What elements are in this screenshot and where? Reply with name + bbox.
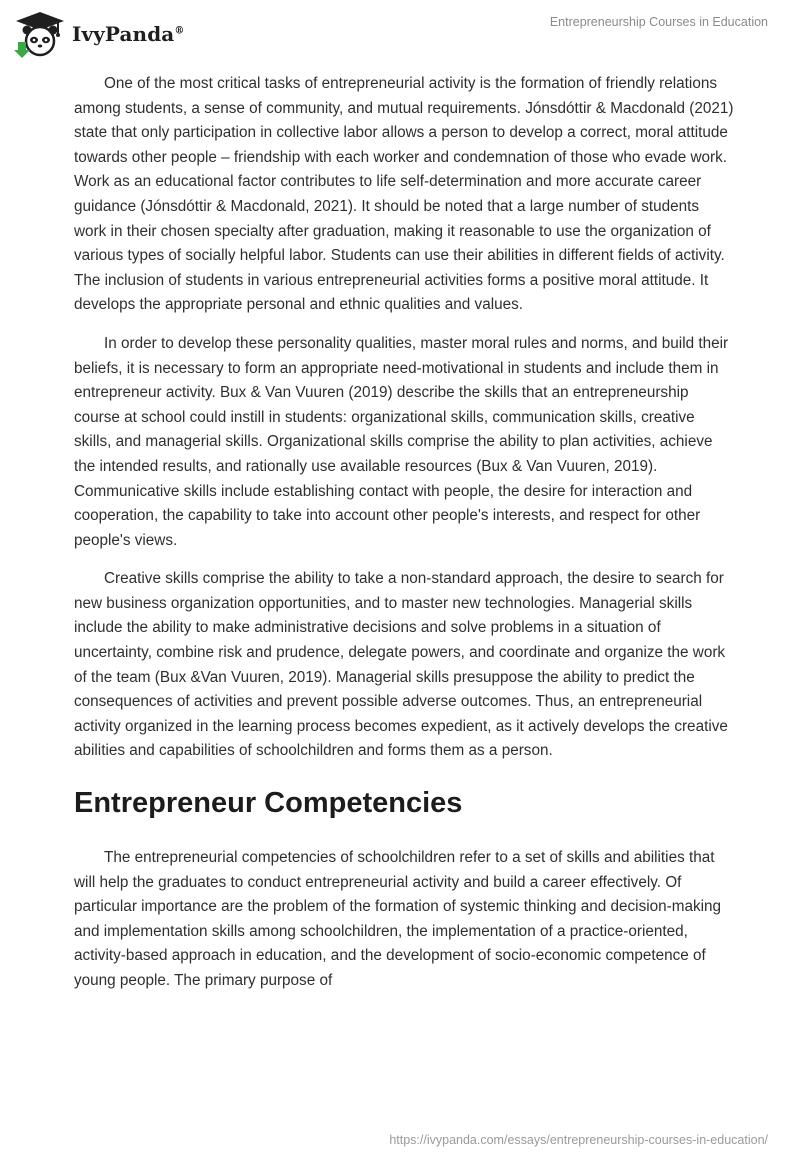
page-header — [0, 0, 800, 64]
paragraph-1: One of the most critical tasks of entrepreneurial activity is the formation of friendly relations among students, a sense of community, and mutual requirements. Jónsdóttir & Macdonald (2021) state that only participation in collective labor allows a person to develop a correct, moral attitude towards other people – friendship with each worker and condemnation of those who evade work. Work as an educational factor contributes to life self-determination and more accurate career guidance (Jónsdóttir & Macdonald, 2021). It should be noted that a large number of students work in their chosen specialty after graduation, making it reasonable to use the organization of various types of socially helpful labor. Students can use their abilities in different fields of activity. The inclusion of students in various entrepreneurial activities forms a positive moral attitude. It develops the appropriate personal and ethnic qualities and values. — [74, 75, 734, 314]
panda-graduation-icon — [14, 10, 66, 58]
document-title: Entrepreneurship Courses in Education — [549, 15, 768, 29]
footer-url[interactable]: https://ivypanda.com/essays/entrepreneurship-courses-in-education/ — [389, 1133, 768, 1147]
paragraph-2: In order to develop these personality qualities, master moral rules and norms, and build their beliefs, it is necessary to form an appropriate need-motivational in students and include them in entrepreneur activity. Bux & Van Vuuren (2019) describe the skills that an entrepreneurship course at school could instill in students: organizational skills, communication skills, creative skills, and managerial skills. Organizational skills comprise the ability to plan activities, achieve the intended results, and rationally use available resources (Bux & Van Vuuren, 2019). Communicative skills include establishing contact with people, the desire for interaction and cooperation, the capability to take into account other people's interests, and respect for other people's views. — [74, 334, 729, 549]
essay-content — [74, 72, 734, 1008]
paragraph-4: The entrepreneurial competencies of schoolchildren refer to a set of skills and abilities that will help the graduates to conduct entrepreneurial activity and build a career effectively. Of particular importance are the problem of the formation of systemic thinking and decision-making and implementation skills among schoolchildren, the implementation of a practice-oriented, activity-based approach in education, and the development of socio-economic competence of young people. The primary purpose of — [74, 849, 722, 989]
paragraph-3: Creative skills comprise the ability to take a non-standard approach, the desire to search for new business organization opportunities, and to master new technologies. Managerial skills include the ability to make administrative decisions and solve problems in a situation of uncertainty, combine risk and prudence, delegate powers, and coordinate and organize the work of the team (Bux &Van Vuuren, 2019). Managerial skills presuppose the ability to predict the consequences of activities and prevent possible adverse outcomes. Thus, an entrepreneurial activity organized in the learning process becomes expedient, as it actively develops the creative abilities and capabilities of schoolchildren and forms them as a person. — [74, 570, 728, 760]
section-heading: Entrepreneur Competencies — [74, 787, 463, 820]
brand-logo[interactable] — [14, 10, 184, 58]
brand-name: IvyPanda® — [72, 22, 185, 46]
